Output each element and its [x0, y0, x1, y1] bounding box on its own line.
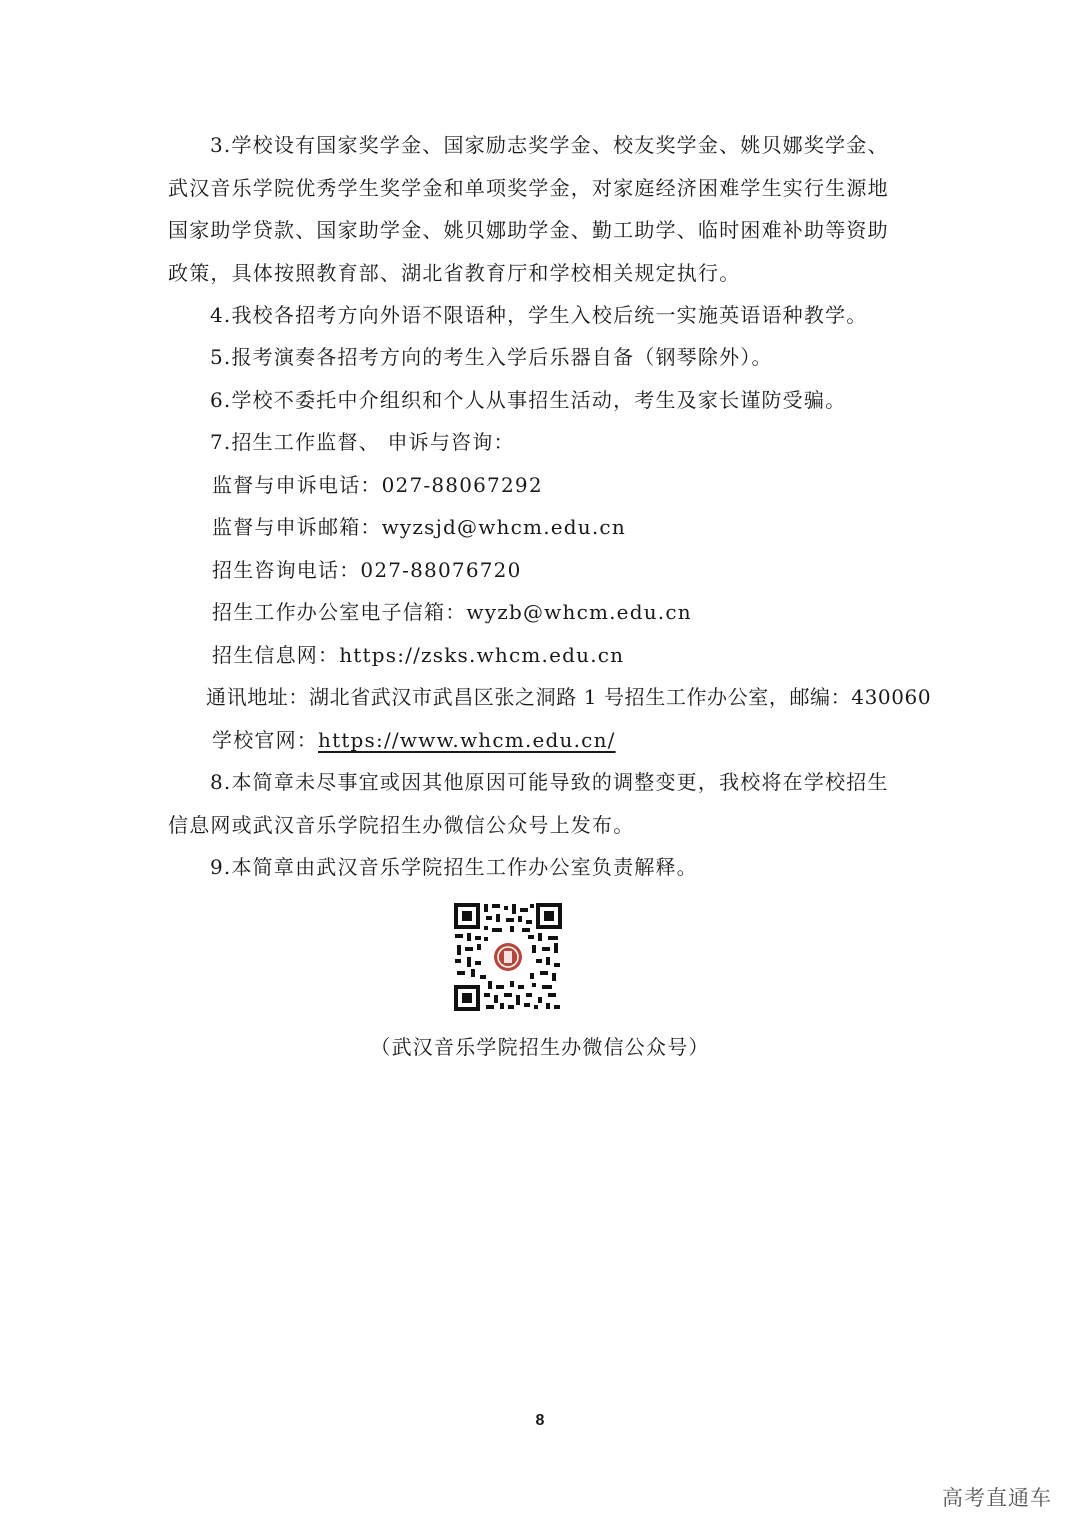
contact-value: wyzb@whcm.edu.cn — [466, 600, 692, 624]
contact-supervision-email — [212, 513, 626, 541]
contact-label: 通讯地址： — [206, 685, 309, 709]
contact-supervision-phone — [212, 471, 543, 499]
contact-admission-phone — [212, 556, 522, 584]
contact-value: 027-88076720 — [360, 558, 522, 582]
adjustment-note-line-2: 信息网或武汉音乐学院招生办微信公众号上发布。 — [168, 813, 635, 837]
contact-value: 027-88067292 — [381, 473, 543, 497]
contact-value: wyzsjd@whcm.edu.cn — [381, 515, 626, 539]
agency-warning: 6.学校不委托中介组织和个人从事招生活动，考生及家长谨防受骗。 — [210, 388, 847, 412]
contact-value: https://zsks.whcm.edu.cn — [339, 643, 625, 667]
contact-label: 招生信息网： — [212, 643, 340, 667]
contact-label: 学校官网： — [212, 728, 318, 752]
watermark: 高考直通车 — [942, 1486, 1052, 1510]
wechat-qr-code — [452, 901, 564, 1013]
adjustment-note-line-1: 8.本简章未尽事宜或因其他原因可能导致的调整变更，我校将在学校招生 — [210, 770, 889, 794]
scholarship-line-4: 政策，具体按照教育部、湖北省教育厅和学校相关规定执行。 — [168, 261, 741, 285]
contact-info-website — [212, 641, 624, 669]
contact-address — [206, 683, 931, 711]
qr-caption: （武汉音乐学院招生办微信公众号） — [370, 1035, 710, 1059]
contact-office-email — [212, 598, 692, 626]
page-number: 8 — [535, 1412, 545, 1429]
scholarship-line-2: 武汉音乐学院优秀学生奖学金和单项奖学金，对家庭经济困难学生实行生源地 — [168, 176, 889, 200]
supervision-heading: 7.招生工作监督、 申诉与咨询： — [210, 430, 515, 454]
contact-label: 监督与申诉邮箱： — [212, 515, 382, 539]
contact-school-website — [212, 726, 616, 754]
scholarship-line-3: 国家助学贷款、国家助学金、姚贝娜助学金、勤工助学、临时困难补助等资助 — [168, 218, 889, 242]
scholarship-line-1: 3.学校设有国家奖学金、国家励志奖学金、校友奖学金、姚贝娜奖学金、 — [210, 133, 889, 157]
instrument-note: 5.报考演奏各招考方向的考生入学后乐器自备（钢琴除外）。 — [210, 345, 773, 369]
contact-label: 监督与申诉电话： — [212, 473, 382, 497]
contact-label: 招生工作办公室电子信箱： — [212, 600, 467, 624]
contact-label: 招生咨询电话： — [212, 558, 361, 582]
foreign-language-note: 4.我校各招考方向外语不限语种，学生入校后统一实施英语语种教学。 — [210, 303, 868, 327]
contact-value: 湖北省武汉市武昌区张之洞路 1 号招生工作办公室，邮编：430060 — [309, 685, 932, 709]
school-website-link[interactable]: https://www.whcm.edu.cn/ — [318, 728, 616, 752]
interpretation-note: 9.本简章由武汉音乐学院招生工作办公室负责解释。 — [210, 855, 698, 879]
